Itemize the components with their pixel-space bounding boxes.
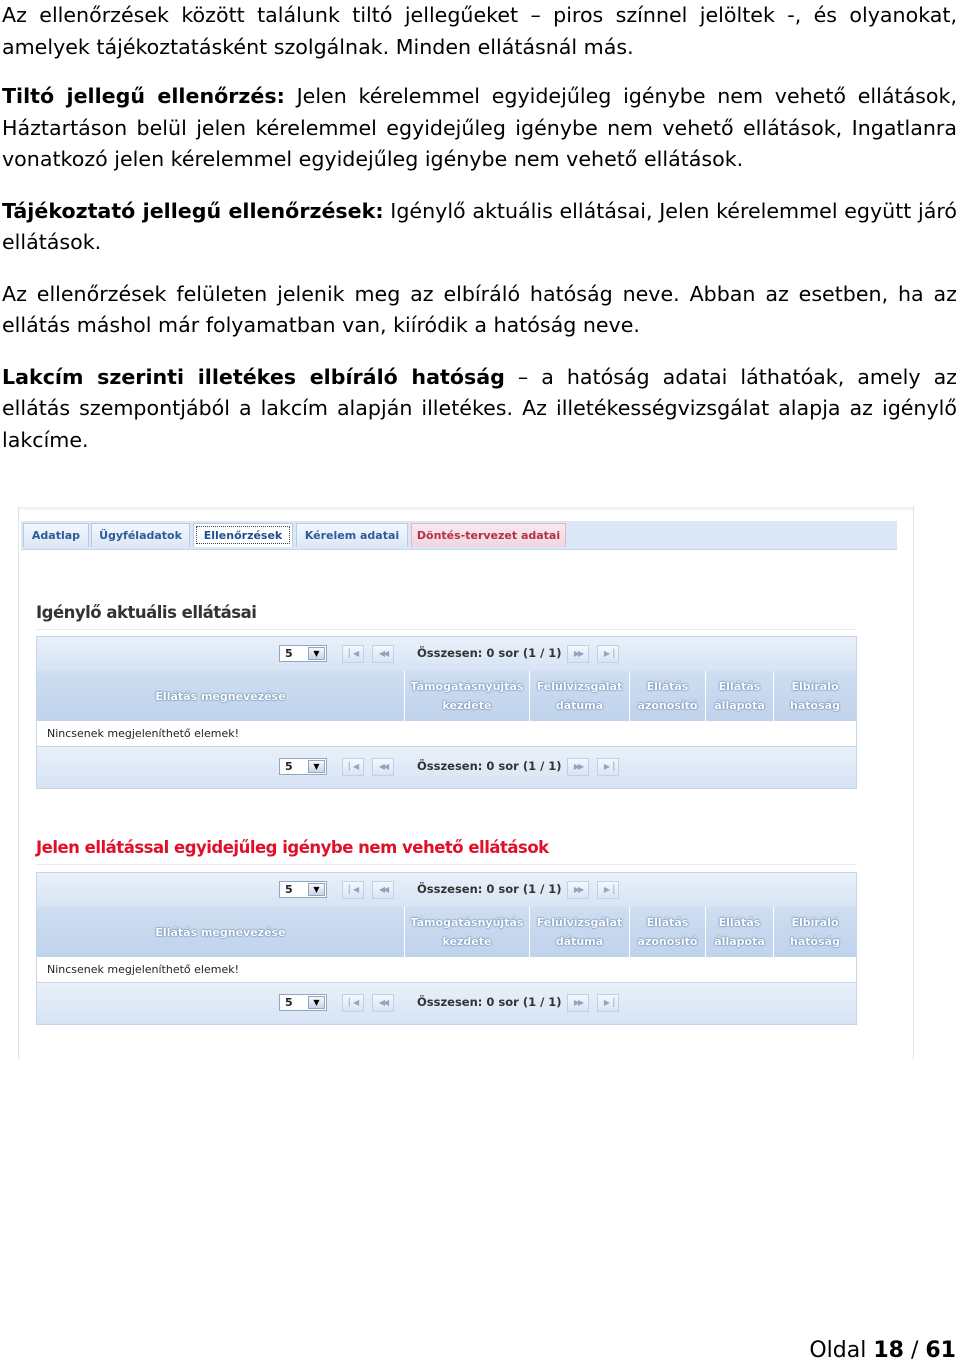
tab-bar [21, 521, 897, 550]
chevron-down-icon[interactable]: ▼ [308, 996, 325, 1009]
pager-top [37, 637, 856, 671]
prev-page-icon[interactable]: ◀◀ [372, 994, 394, 1012]
pager-bottom [37, 983, 856, 1024]
page-size-select[interactable] [279, 994, 327, 1011]
footer-label: Oldal [809, 1338, 867, 1363]
grid-prohibited-benefits [36, 872, 857, 1025]
column-header[interactable]: Támogatásnyújtás kezdete [404, 671, 529, 721]
grid-current-benefits [36, 636, 857, 789]
term-prohibitive: Tiltó jellegű ellenőrzés: [2, 84, 285, 108]
first-page-icon[interactable]: ▏◀ [342, 645, 364, 663]
column-header[interactable]: Ellátás állapota [705, 671, 773, 721]
prev-page-icon[interactable]: ◀◀ [372, 645, 394, 663]
next-page-icon[interactable]: ▶▶ [567, 994, 589, 1012]
empty-row: Nincsenek megjeleníthető elemek! [37, 957, 856, 983]
term-residence-authority: Lakcím szerinti illetékes elbíráló hatóság [2, 364, 505, 389]
paragraph-residence-authority [2, 362, 957, 457]
pager-bottom [37, 747, 856, 788]
page-size-value: 5 [285, 760, 293, 773]
prev-page-icon[interactable]: ◀◀ [372, 758, 394, 776]
chevron-down-icon[interactable]: ▼ [308, 647, 325, 660]
section-rule [36, 629, 857, 630]
section-title-prohibited-benefits: Jelen ellátással egyidejűleg igénybe nem vehető ellátások [36, 838, 549, 857]
column-header[interactable]: Ellátás azonosító [629, 671, 705, 721]
column-headers [37, 671, 856, 721]
chevron-down-icon[interactable]: ▼ [308, 760, 325, 773]
tab-adatlap[interactable]: Adatlap [23, 523, 89, 547]
next-page-icon[interactable]: ▶▶ [567, 881, 589, 899]
tab-kerelem-adatai[interactable]: Kérelem adatai [296, 523, 408, 547]
column-header[interactable]: Felülvizsgálat dátuma [529, 671, 629, 721]
footer-separator: / [910, 1338, 919, 1363]
section-rule [36, 864, 857, 865]
first-page-icon[interactable]: ▏◀ [342, 881, 364, 899]
page-size-value: 5 [285, 996, 293, 1009]
last-page-icon[interactable]: ▶▕ [597, 645, 619, 663]
chevron-down-icon[interactable]: ▼ [308, 883, 325, 896]
paragraph-authority: Az ellenőrzések felületen jelenik meg az elbíráló hatóság neve. Abban az esetben, ha az ellátás máshol már folyamatban van, kiíródik a hatóság neve. [2, 281, 957, 337]
term-informative: Tájékoztató jellegű ellenőrzések: [2, 198, 384, 223]
column-header[interactable]: Ellátás megnevezése [155, 689, 286, 703]
tab-dontes-tervezet-adatai[interactable]: Döntés-tervezet adatai [411, 523, 566, 547]
column-header[interactable]: Elbíráló hatóság [773, 907, 856, 957]
paragraph-prohibitive [2, 81, 957, 176]
page-footer [809, 1338, 956, 1363]
tab-ellenorzesek[interactable]: Ellenőrzések [193, 523, 293, 547]
frame-top-edge [19, 507, 913, 511]
page-size-select[interactable] [279, 645, 327, 662]
column-header[interactable]: Ellátás megnevezése [155, 925, 286, 939]
section-title-current-benefits: Igénylő aktuális ellátásai [36, 603, 257, 622]
text-informative: Igénylő aktuális ellátásai, Jelen kérelemmel együtt járó ellátások. [2, 198, 957, 254]
tab-ugyfeladatok[interactable]: Ügyféladatok [91, 523, 190, 547]
last-page-icon[interactable]: ▶▕ [597, 758, 619, 776]
footer-page-number: 18 [873, 1338, 904, 1363]
text-residence-authority: – a hatóság adatai láthatóak, amely az ellátás szempontjából a lakcím alapján illetékes. Az illetékességvizsgálat alapja az igénylő lakcíme. [2, 364, 957, 452]
pager-info: Összesen: 0 sor (1 / 1) [417, 882, 562, 896]
page-size-value: 5 [285, 883, 293, 896]
page-size-select[interactable] [279, 758, 327, 775]
paragraph-intro: Az ellenőrzések között találunk tiltó jellegűeket – piros színnel jelöltek -, és olyanokat, amelyek tájékoztatásként szolgálnak. Minden ellátásnál más. [2, 3, 957, 59]
text-prohibitive: Jelen kérelemmel egyidejűleg igénybe nem vehető ellátások, Háztartáson belül jelen kérelemmel egyidejűleg igénybe nem vehető ellátások, Ingatlanra vonatkozó jelen kérelemmel egyidejűleg igénybe nem vehető ellátások. [2, 84, 957, 171]
column-headers [37, 907, 856, 957]
column-header[interactable]: Ellátás azonosító [629, 907, 705, 957]
document-body [2, 0, 957, 476]
first-page-icon[interactable]: ▏◀ [342, 994, 364, 1012]
pager-info: Összesen: 0 sor (1 / 1) [417, 759, 562, 773]
page-size-select[interactable] [279, 881, 327, 898]
column-header[interactable]: Támogatásnyújtás kezdete [404, 907, 529, 957]
pager-info: Összesen: 0 sor (1 / 1) [417, 646, 562, 660]
column-header[interactable]: Ellátás állapota [705, 907, 773, 957]
column-header[interactable]: Felülvizsgálat dátuma [529, 907, 629, 957]
footer-page-total: 61 [925, 1338, 956, 1363]
paragraph-informative [2, 196, 957, 259]
prev-page-icon[interactable]: ◀◀ [372, 881, 394, 899]
next-page-icon[interactable]: ▶▶ [567, 645, 589, 663]
page-size-value: 5 [285, 647, 293, 660]
last-page-icon[interactable]: ▶▕ [597, 994, 619, 1012]
last-page-icon[interactable]: ▶▕ [597, 881, 619, 899]
pager-info: Összesen: 0 sor (1 / 1) [417, 995, 562, 1009]
first-page-icon[interactable]: ▏◀ [342, 758, 364, 776]
screenshot-checks-panel [18, 507, 914, 1059]
pager-top [37, 873, 856, 907]
empty-row: Nincsenek megjeleníthető elemek! [37, 721, 856, 747]
next-page-icon[interactable]: ▶▶ [567, 758, 589, 776]
column-header[interactable]: Elbíráló hatóság [773, 671, 856, 721]
